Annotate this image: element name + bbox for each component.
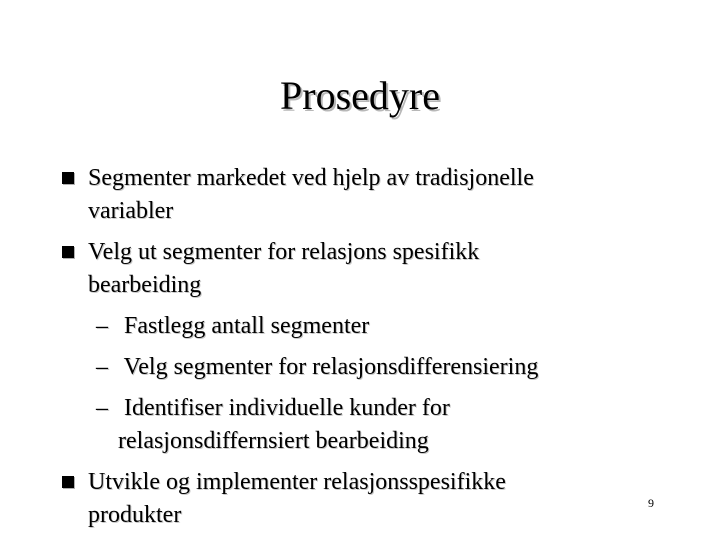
bullet-1-line-1: Segmenter markedet ved hjelp av tradisjonelle (88, 165, 534, 191)
dash-marker: – (96, 395, 108, 421)
sub-item-3-text-line-1: Identifiser individuelle kunder for (124, 395, 450, 421)
bullet-2-line-2: bearbeiding (88, 272, 202, 298)
dash-marker: – (96, 313, 108, 339)
sub-item-2 (96, 353, 538, 381)
square-bullet-icon (62, 172, 74, 184)
dash-marker: – (96, 354, 108, 380)
sub-item-1-text: Fastlegg antall segmenter (124, 313, 370, 339)
slide-title: Prosedyre (280, 73, 440, 118)
sub-item-1 (96, 312, 369, 340)
sub-item-3-text-line-2: relasjonsdiffernsiert bearbeiding (118, 428, 429, 454)
bullet-1-line-2: variabler (88, 198, 174, 224)
bullet-3-line-1: Utvikle og implementer relasjonsspesifikke (88, 469, 506, 495)
bullet-2-line-1: Velg ut segmenter for relasjons spesifikk (88, 239, 480, 265)
square-bullet-icon (62, 476, 74, 488)
page-number: 9 (648, 496, 654, 510)
sub-item-3 (96, 394, 450, 422)
square-bullet-icon (62, 246, 74, 258)
bullet-3-line-2: produkter (88, 502, 182, 528)
sub-item-2-text: Velg segmenter for relasjonsdifferensiering (123, 354, 539, 380)
